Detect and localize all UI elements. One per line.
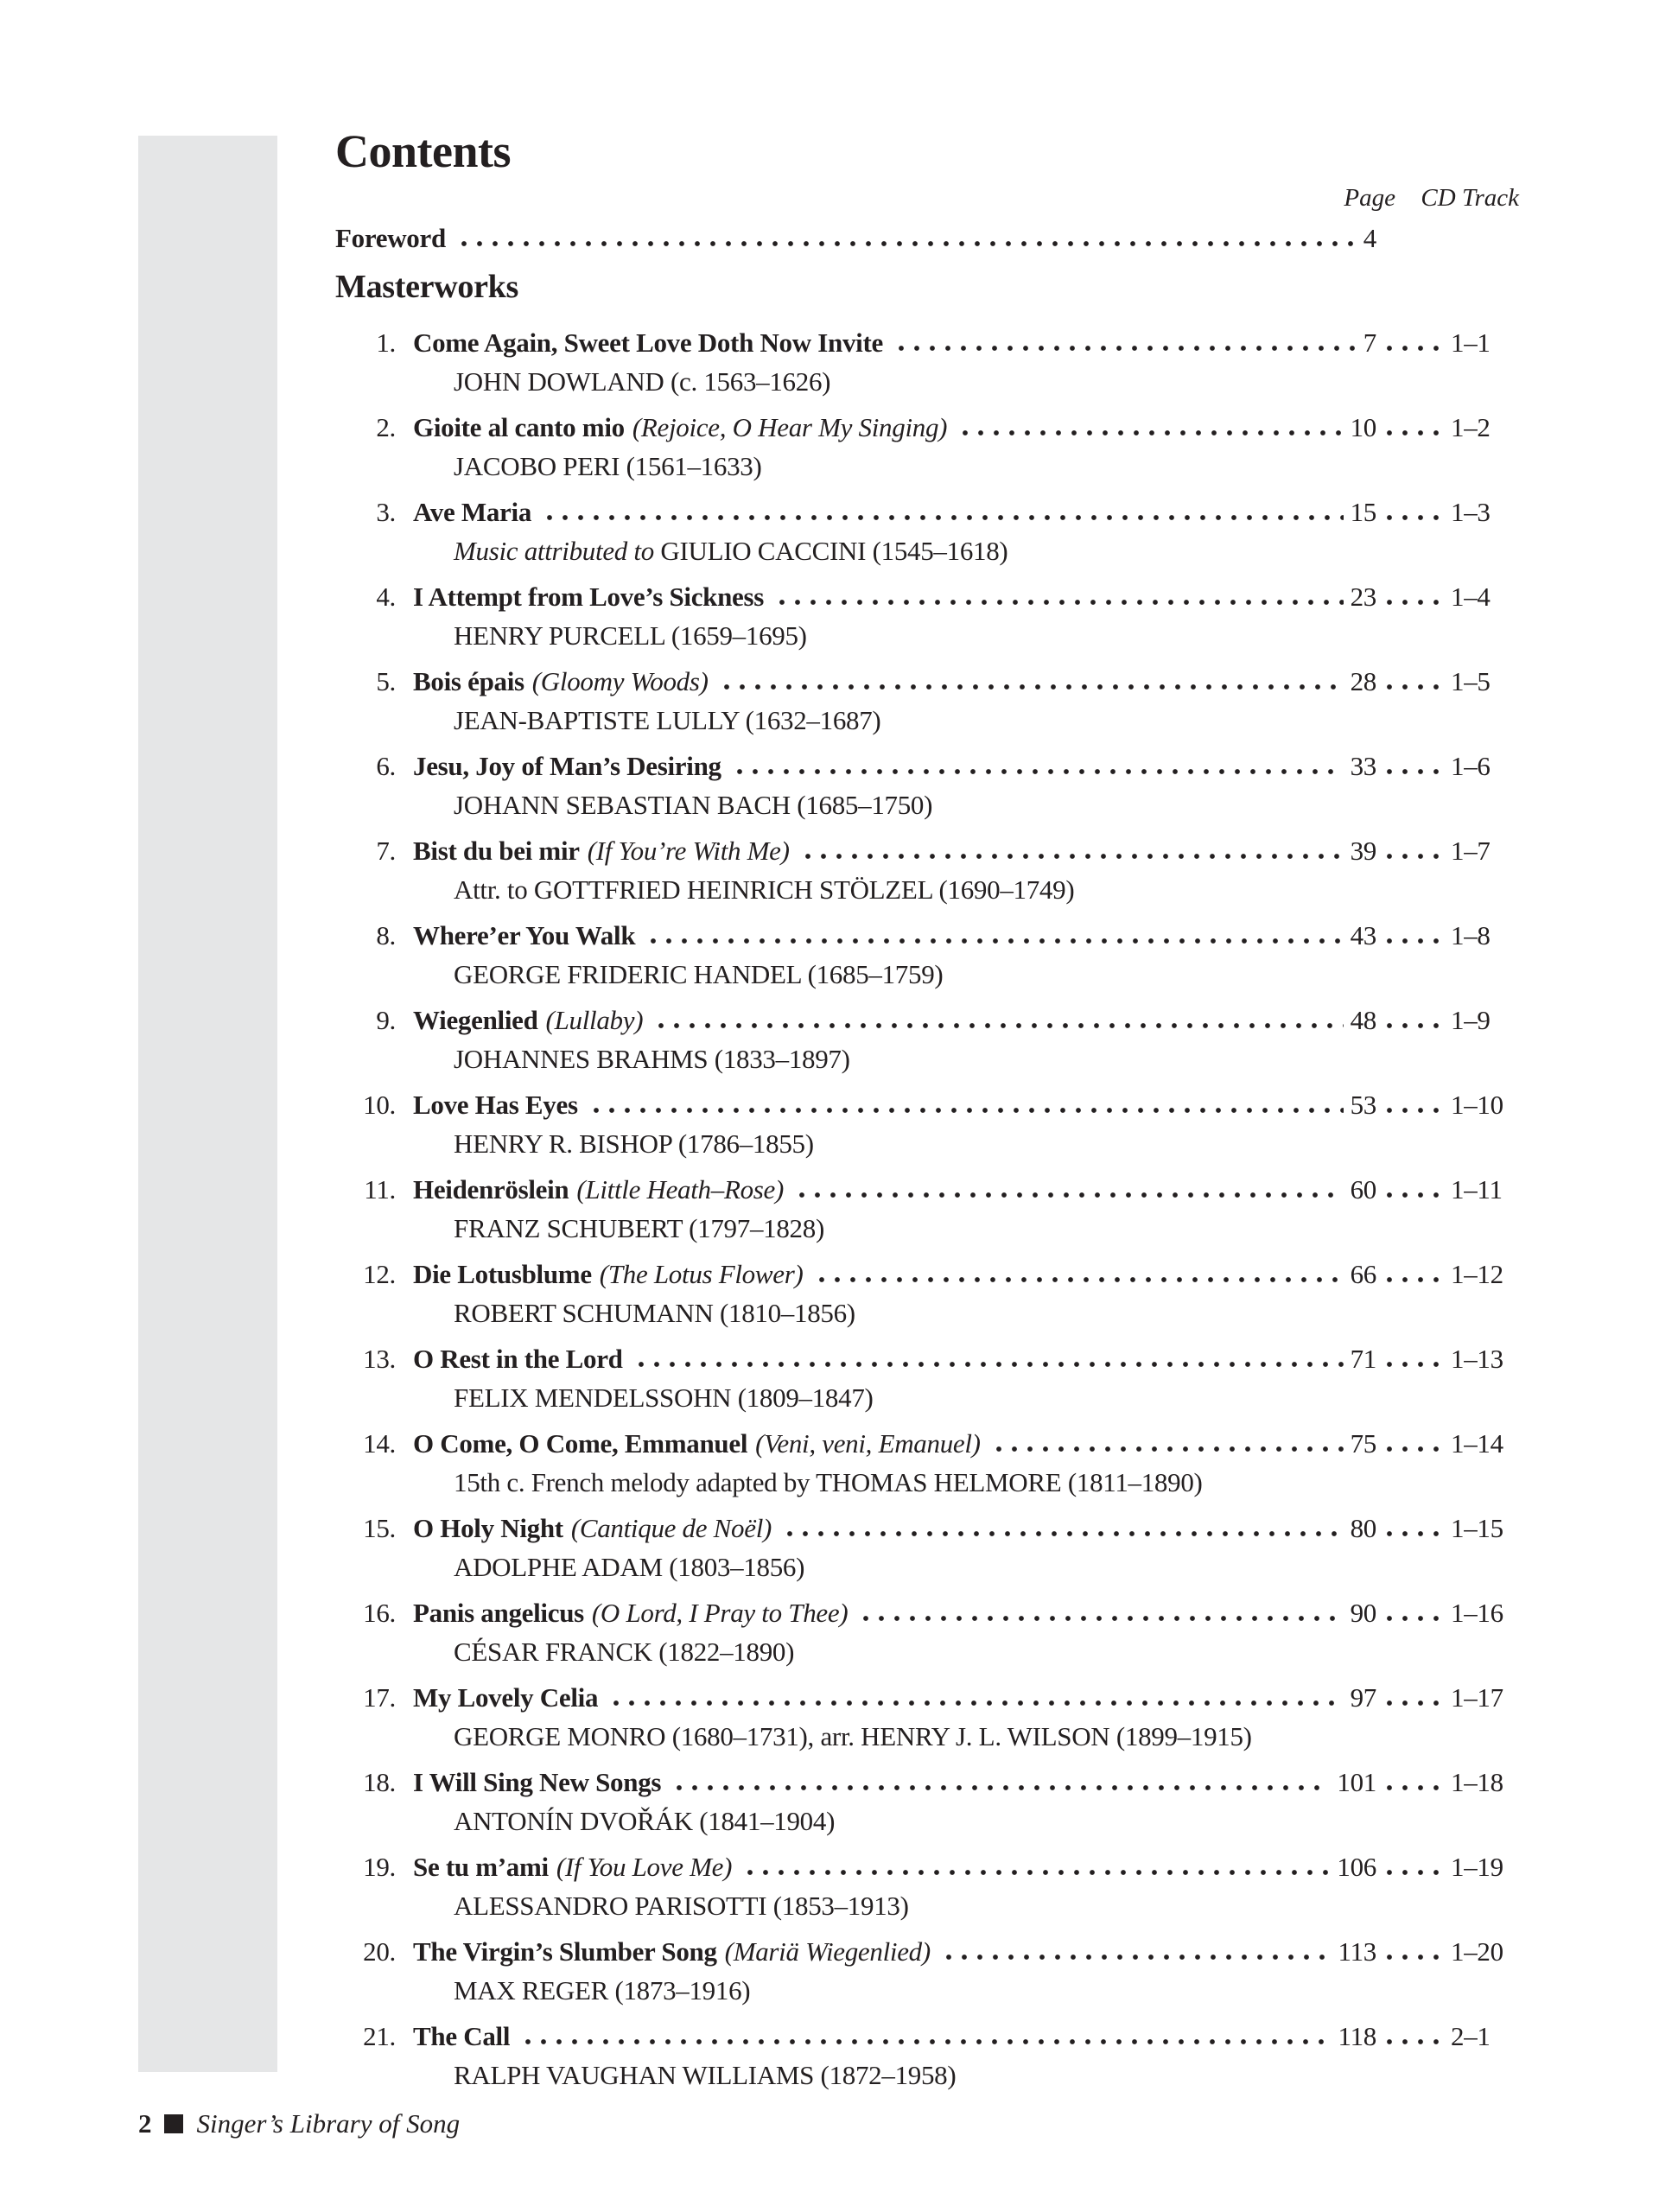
toc-entry-title-row: [335, 493, 1519, 531]
track-column: [1376, 1424, 1519, 1463]
track-column: [1376, 916, 1519, 955]
composer-line: [454, 1463, 1519, 1502]
dot-leader: [794, 1192, 1344, 1198]
dot-leader: [1382, 938, 1444, 944]
dot-leader: [1382, 1784, 1444, 1791]
foreword-row: [335, 221, 1519, 256]
song-subtitle: (If You’re With Me): [587, 836, 790, 866]
toc-entry-title-row: [335, 323, 1519, 362]
page-number: 33: [1350, 751, 1376, 781]
toc-entry-title-row: [335, 1763, 1519, 1802]
composer-line: [454, 785, 1519, 824]
toc-entry-title-row: [335, 747, 1519, 785]
toc-entry-title-row: [335, 662, 1519, 701]
dot-leader: [456, 240, 1357, 247]
composer-name: RALPH VAUGHAN WILLIAMS (1872–1958): [454, 2060, 957, 2090]
entry-number: 16.: [363, 1598, 396, 1628]
composer-name: JACOBO PERI (1561–1633): [454, 451, 762, 481]
page-number: 80: [1350, 1513, 1376, 1543]
page-number: 90: [1350, 1598, 1376, 1628]
footer-book-title: Singer’s Library of Song: [196, 2108, 461, 2139]
composer-line: [454, 870, 1519, 909]
dot-leader: [520, 2038, 1331, 2045]
song-subtitle: (Veni, veni, Emanuel): [755, 1428, 981, 1459]
composer-name: ROBERT SCHUMANN (1810–1856): [454, 1298, 855, 1328]
dot-leader: [645, 938, 1343, 944]
toc-entry: [335, 1424, 1519, 1502]
entry-number: 10.: [363, 1090, 396, 1120]
song-title: Panis angelicus: [413, 1598, 584, 1628]
dot-leader: [893, 345, 1357, 352]
composer-line: [454, 1971, 1519, 2010]
cd-track-number: 1–5: [1451, 666, 1491, 696]
composer-line: [454, 955, 1519, 994]
dot-leader: [1382, 429, 1444, 436]
cd-track-number: 1–13: [1451, 1344, 1503, 1374]
cd-track-number: 1–2: [1451, 412, 1491, 442]
composer-name: GIULIO CACCINI (1545–1618): [660, 536, 1008, 566]
composer-name: MAX REGER (1873–1916): [454, 1975, 751, 2005]
dot-leader: [941, 1954, 1332, 1961]
toc-entry: [335, 493, 1519, 570]
toc-entry-title-row: [335, 831, 1519, 870]
song-title: Where’er You Walk: [413, 920, 636, 950]
dot-leader: [800, 853, 1344, 860]
track-column: [1376, 1593, 1519, 1632]
dot-leader: [653, 1022, 1343, 1029]
cd-track-number: 2–1: [1451, 2021, 1491, 2051]
toc-entry: [335, 1763, 1519, 1840]
cd-track-number: 1–1: [1451, 327, 1491, 358]
composer-name: GEORGE FRIDERIC HANDEL (1685–1759): [454, 959, 944, 989]
composer-attribution-prefix: Music attributed to: [454, 536, 661, 566]
cd-track-number: 1–16: [1451, 1598, 1503, 1628]
page-number: 43: [1350, 920, 1376, 950]
page-number: 15: [1350, 497, 1376, 527]
page-number: 106: [1337, 1852, 1376, 1882]
cd-track-number: 1–3: [1451, 497, 1491, 527]
toc-entry: [335, 2017, 1519, 2094]
composer-name: ALESSANDRO PARISOTTI (1853–1913): [454, 1891, 909, 1921]
dot-leader: [1382, 1276, 1444, 1283]
dot-leader: [719, 683, 1344, 690]
dot-leader: [1382, 1615, 1444, 1622]
track-column: [1376, 1678, 1519, 1717]
foreword-page-number: 4: [1363, 223, 1376, 253]
track-column: [1376, 1763, 1519, 1802]
song-title: Love Has Eyes: [413, 1090, 578, 1120]
composer-line: [454, 1124, 1519, 1163]
section-heading: Masterworks: [335, 269, 518, 305]
track-column: [1376, 577, 1519, 616]
toc-entry: [335, 747, 1519, 824]
toc-entry-title-row: [335, 1085, 1519, 1124]
cd-track-number: 1–20: [1451, 1936, 1503, 1967]
toc-entry: [335, 1339, 1519, 1417]
entry-number: 18.: [363, 1767, 396, 1797]
contents-column: [335, 0, 1519, 2101]
column-header-cd-track: CD Track: [1421, 184, 1519, 212]
page-number: 113: [1338, 1936, 1376, 1967]
song-title: I Will Sing New Songs: [413, 1767, 662, 1797]
dot-leader: [1382, 1107, 1444, 1114]
cd-track-number: 1–17: [1451, 1682, 1503, 1713]
toc-entry-title-row: [335, 2017, 1519, 2056]
cd-track-number: 1–11: [1451, 1174, 1503, 1205]
song-title: O Come, O Come, Emmanuel: [413, 1428, 748, 1459]
composer-line: [454, 701, 1519, 740]
entry-number: 21.: [363, 2021, 396, 2051]
page-number: 48: [1350, 1005, 1376, 1035]
entry-number: 8.: [376, 920, 396, 950]
composer-name: JOHANN SEBASTIAN BACH (1685–1750): [454, 790, 933, 820]
composer-name: FRANZ SCHUBERT (1797–1828): [454, 1213, 824, 1243]
dot-leader: [1382, 853, 1444, 860]
composer-name: 15th c. French melody adapted by THOMAS HELMORE (1811–1890): [454, 1467, 1203, 1497]
song-title: Die Lotusblume: [413, 1259, 592, 1289]
toc-entry: [335, 1847, 1519, 1925]
song-title: I Attempt from Love’s Sickness: [413, 582, 765, 612]
song-subtitle: (Cantique de Noël): [570, 1513, 772, 1543]
dot-leader: [542, 514, 1344, 521]
toc-entry: [335, 831, 1519, 909]
entry-number: 3.: [376, 497, 396, 527]
page-number: 7: [1363, 327, 1376, 358]
track-column: [1376, 493, 1519, 531]
footer-square-icon: [164, 2114, 183, 2133]
track-column: [1376, 1001, 1519, 1039]
composer-line: [454, 1039, 1519, 1078]
song-title: My Lovely Celia: [413, 1682, 599, 1713]
entry-number: 7.: [376, 836, 396, 866]
toc-entry-title-row: [335, 1509, 1519, 1548]
song-title: The Virgin’s Slumber Song: [413, 1936, 717, 1967]
cd-track-number: 1–4: [1451, 582, 1491, 612]
cd-track-number: 1–6: [1451, 751, 1491, 781]
toc-entry-title-row: [335, 1593, 1519, 1632]
entry-number: 6.: [376, 751, 396, 781]
cd-track-number: 1–9: [1451, 1005, 1491, 1035]
composer-name: HENRY PURCELL (1659–1695): [454, 620, 807, 651]
composer-name: ADOLPHE ADAM (1803–1856): [454, 1552, 805, 1582]
dot-leader: [957, 429, 1343, 436]
toc-entry: [335, 1678, 1519, 1756]
composer-line: [454, 1378, 1519, 1417]
dot-leader: [671, 1784, 1330, 1791]
column-headers: [335, 183, 1519, 213]
toc-entry-title-row: [335, 916, 1519, 955]
cd-track-number: 1–19: [1451, 1852, 1503, 1882]
dot-leader: [858, 1615, 1343, 1622]
toc-entry-title-row: [335, 1255, 1519, 1294]
entry-number: 14.: [363, 1428, 396, 1459]
dot-leader: [1382, 1954, 1444, 1961]
song-subtitle: (Mariä Wiegenlied): [724, 1936, 931, 1967]
composer-name: HENRY R. BISHOP (1786–1855): [454, 1128, 814, 1159]
toc-entry-list: [335, 323, 1519, 2094]
dot-leader: [732, 768, 1344, 775]
toc-entry: [335, 662, 1519, 740]
song-title: Ave Maria: [413, 497, 532, 527]
toc-entry: [335, 323, 1519, 401]
toc-entry-title-row: [335, 1170, 1519, 1209]
track-column: [1376, 1255, 1519, 1294]
dot-leader: [1382, 2038, 1444, 2045]
dot-leader: [814, 1276, 1344, 1283]
song-subtitle: (Lullaby): [545, 1005, 644, 1035]
cd-track-number: 1–18: [1451, 1767, 1503, 1797]
dot-leader: [782, 1530, 1344, 1537]
song-subtitle: (O Lord, I Pray to Thee): [591, 1598, 849, 1628]
entry-number: 2.: [376, 412, 396, 442]
dot-leader: [1382, 1869, 1444, 1876]
track-column: [1376, 747, 1519, 785]
composer-line: [454, 616, 1519, 655]
composer-line: [454, 1717, 1519, 1756]
composer-name: Attr. to GOTTFRIED HEINRICH STÖLZEL (1690–1749): [454, 874, 1075, 905]
track-column: [1376, 831, 1519, 870]
song-subtitle: (Little Heath–Rose): [576, 1174, 785, 1205]
composer-line: [454, 2056, 1519, 2094]
composer-line: [454, 1209, 1519, 1248]
cd-track-number: 1–8: [1451, 920, 1491, 950]
toc-entry: [335, 1001, 1519, 1078]
dot-leader: [1382, 1700, 1444, 1707]
page-number: 53: [1350, 1090, 1376, 1120]
toc-entry: [335, 1255, 1519, 1332]
page-number: 101: [1337, 1767, 1376, 1797]
composer-line: [454, 1802, 1519, 1840]
page-number: 71: [1350, 1344, 1376, 1374]
dot-leader: [633, 1361, 1344, 1368]
dot-leader: [1382, 1022, 1444, 1029]
song-title: O Holy Night: [413, 1513, 563, 1543]
entry-number: 5.: [376, 666, 396, 696]
track-column: [1376, 2017, 1519, 2056]
song-title: The Call: [413, 2021, 511, 2051]
entry-number: 13.: [363, 1344, 396, 1374]
song-title: Se tu m’ami: [413, 1852, 549, 1882]
entry-number: 12.: [363, 1259, 396, 1289]
composer-line: [454, 1548, 1519, 1586]
song-subtitle: (Rejoice, O Hear My Singing): [632, 412, 948, 442]
page-number: 118: [1338, 2021, 1376, 2051]
page-number: 97: [1350, 1682, 1376, 1713]
page-number: 66: [1350, 1259, 1376, 1289]
song-subtitle: (If You Love Me): [556, 1852, 733, 1882]
dot-leader: [1382, 1192, 1444, 1198]
song-title: Gioite al canto mio: [413, 412, 625, 442]
track-column: [1376, 408, 1519, 447]
page-footer: [138, 2108, 460, 2139]
toc-entry: [335, 1593, 1519, 1671]
composer-name: ANTONÍN DVOŘÁK (1841–1904): [454, 1806, 836, 1836]
dot-leader: [588, 1107, 1344, 1114]
track-column: [1376, 662, 1519, 701]
track-column: [1376, 323, 1519, 362]
dot-leader: [1382, 345, 1444, 352]
track-column: [1376, 1170, 1519, 1209]
toc-entry: [335, 1085, 1519, 1163]
track-column: [1376, 1932, 1519, 1971]
song-title: Bist du bei mir: [413, 836, 580, 866]
footer-page-number: 2: [138, 2108, 152, 2139]
dot-leader: [774, 599, 1344, 606]
toc-entry-title-row: [335, 1339, 1519, 1378]
song-title: Jesu, Joy of Man’s Desiring: [413, 751, 721, 781]
toc-entry-title-row: [335, 1847, 1519, 1886]
dot-leader: [1382, 1446, 1444, 1452]
dot-leader: [608, 1700, 1343, 1707]
song-subtitle: (The Lotus Flower): [599, 1259, 804, 1289]
composer-name: GEORGE MONRO (1680–1731), arr. HENRY J. L. WILSON (1899–1915): [454, 1721, 1252, 1751]
toc-entry: [335, 1170, 1519, 1248]
song-title: Wiegenlied: [413, 1005, 538, 1035]
song-title: Come Again, Sweet Love Doth Now Invite: [413, 327, 883, 358]
dot-leader: [1382, 599, 1444, 606]
page-title: Contents: [335, 125, 512, 177]
composer-name: JOHN DOWLAND (c. 1563–1626): [454, 366, 831, 397]
cd-track-number: 1–10: [1451, 1090, 1503, 1120]
track-column: [1376, 1509, 1519, 1548]
composer-line: [454, 531, 1519, 570]
entry-number: 11.: [364, 1174, 396, 1205]
toc-entry-title-row: [335, 1678, 1519, 1717]
composer-name: FELIX MENDELSSOHN (1809–1847): [454, 1382, 874, 1413]
entry-number: 9.: [376, 1005, 396, 1035]
song-title: Heidenröslein: [413, 1174, 569, 1205]
entry-number: 20.: [363, 1936, 396, 1967]
cd-track-number: 1–14: [1451, 1428, 1503, 1459]
column-header-page: Page: [1344, 184, 1395, 212]
toc-entry-title-row: [335, 1424, 1519, 1463]
cd-track-number: 1–15: [1451, 1513, 1503, 1543]
entry-number: 15.: [363, 1513, 396, 1543]
dot-leader: [1382, 768, 1444, 775]
track-column: [1376, 1847, 1519, 1886]
toc-entry-title-row: [335, 408, 1519, 447]
dot-leader: [1382, 683, 1444, 690]
decorative-margin-bar: [138, 136, 277, 2072]
composer-name: CÉSAR FRANCK (1822–1890): [454, 1637, 795, 1667]
toc-entry-title-row: [335, 1001, 1519, 1039]
page-number: 28: [1350, 666, 1376, 696]
foreword-label: Foreword: [335, 223, 446, 253]
dot-leader: [1382, 1361, 1444, 1368]
dot-leader: [991, 1446, 1344, 1452]
composer-line: [454, 1886, 1519, 1925]
song-subtitle: (Gloomy Woods): [531, 666, 709, 696]
toc-entry: [335, 1509, 1519, 1586]
cd-track-number: 1–12: [1451, 1259, 1503, 1289]
song-title: O Rest in the Lord: [413, 1344, 623, 1374]
composer-line: [454, 447, 1519, 486]
composer-name: JEAN-BAPTISTE LULLY (1632–1687): [454, 705, 881, 735]
dot-leader: [1382, 1530, 1444, 1537]
page-number: 75: [1350, 1428, 1376, 1459]
toc-entry: [335, 577, 1519, 655]
track-column: [1376, 1085, 1519, 1124]
song-title: Bois épais: [413, 666, 524, 696]
track-column: [1376, 1339, 1519, 1378]
dot-leader: [1382, 514, 1444, 521]
cd-track-number: 1–7: [1451, 836, 1491, 866]
toc-entry: [335, 1932, 1519, 2010]
toc-entry-title-row: [335, 1932, 1519, 1971]
entry-number: 17.: [363, 1682, 396, 1713]
composer-line: [454, 1632, 1519, 1671]
composer-name: JOHANNES BRAHMS (1833–1897): [454, 1044, 850, 1074]
entry-number: 1.: [376, 327, 396, 358]
page-number: 60: [1350, 1174, 1376, 1205]
entry-number: 4.: [376, 582, 396, 612]
dot-leader: [742, 1869, 1330, 1876]
page-number: 10: [1350, 412, 1376, 442]
entry-number: 19.: [363, 1852, 396, 1882]
toc-entry: [335, 408, 1519, 486]
page-number: 23: [1350, 582, 1376, 612]
page-number: 39: [1350, 836, 1376, 866]
composer-line: [454, 362, 1519, 401]
toc-entry: [335, 916, 1519, 994]
composer-line: [454, 1294, 1519, 1332]
toc-entry-title-row: [335, 577, 1519, 616]
